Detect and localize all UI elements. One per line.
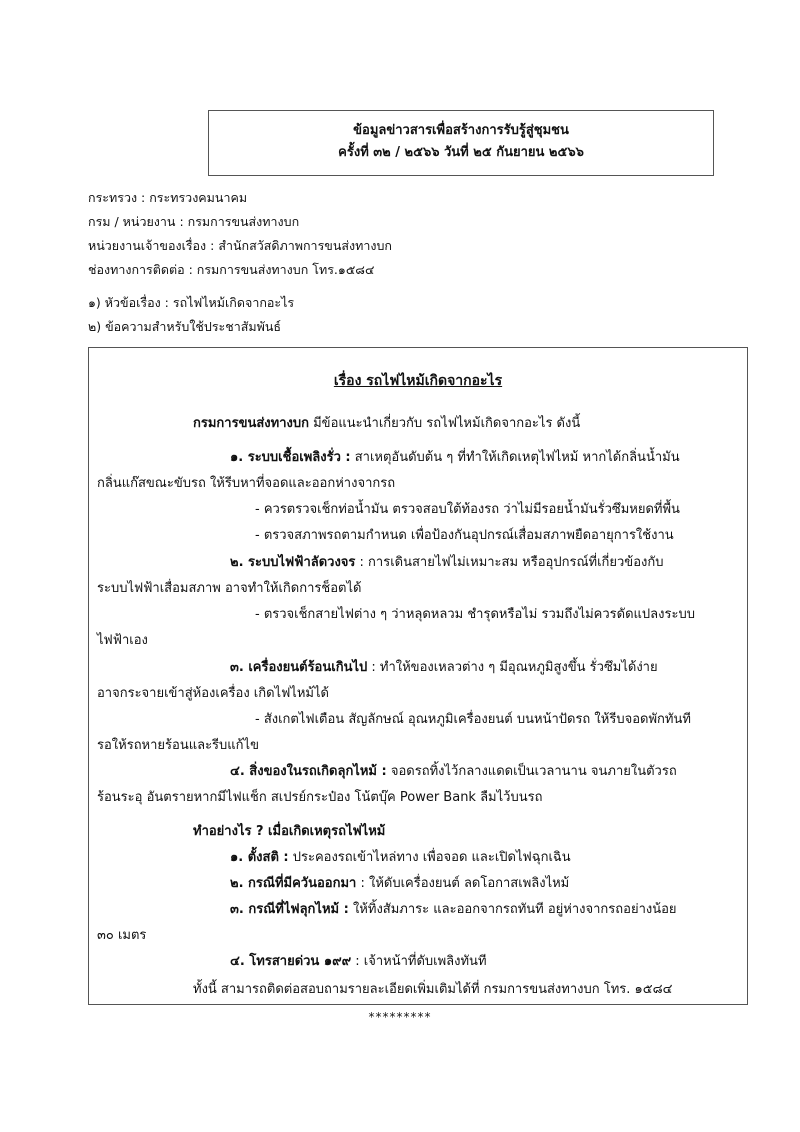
step-2-title: ๒. กรณีที่มีควันออกมา [230, 876, 357, 891]
cause-2-text: : การเดินสายไฟไม่เหมาะสม หรืออุปกรณ์ที่เกี่ยวข้องกับ [355, 555, 664, 570]
cause-3 [230, 656, 658, 677]
cause-1 [230, 446, 680, 467]
topic-line: ๑) หัวข้อเรื่อง : รถไฟไหม้เกิดจากอะไร [88, 295, 295, 310]
cause-1-text: สาเหตุอันดับต้น ๆ ที่ทำให้เกิดเหตุไฟไหม้ หากได้กลิ่นน้ำมัน [350, 450, 680, 465]
end-stars: ********* [368, 1010, 432, 1024]
cause-2-cont: ระบบไฟฟ้าเสื่อมสภาพ อาจทำให้เกิดการช็อตได้ [97, 581, 362, 596]
cause-1-cont: กลิ่นแก๊สขณะขับรถ ให้รีบหาที่จอดและออกห่างจากรถ [97, 476, 396, 491]
cause-2-bullet-1: - ตรวจเช็กสายไฟต่าง ๆ ว่าหลุดหลวม ชำรุดหรือไม่ รวมถึงไม่ควรดัดแปลงระบบ [255, 607, 695, 622]
cause-3-bullet-1-cont: รอให้รถหายร้อนและรีบแก้ไข [97, 738, 259, 753]
content-box [88, 347, 748, 1005]
content-heading: เรื่อง รถไฟไหม้เกิดจากอะไร [333, 373, 503, 389]
step-4-title: ๔. โทรสายด่วน ๑๙๙ [230, 954, 352, 969]
intro-bold: กรมการขนส่งทางบก [193, 416, 309, 431]
owner-unit-line: หน่วยงานเจ้าของเรื่อง : สำนักสวัสดิภาพการขนส่งทางบก [88, 238, 392, 253]
cause-3-cont: อาจกระจายเข้าสู่ห้องเครื่อง เกิดไฟไหม้ได้ [97, 686, 329, 701]
step-4 [230, 950, 487, 971]
pr-text-line: ๒) ข้อความสำหรับใช้ประชาสัมพันธ์ [88, 319, 282, 334]
intro-text: มีข้อแนะนำเกี่ยวกับ รถไฟไหม้เกิดจากอะไร ดังนี้ [308, 416, 581, 431]
cause-4-title: ๔. สิ่งของในรถเกิดลุกไหม้ : [230, 764, 387, 779]
cause-4-text: จอดรถทิ้งไว้กลางแดดเป็นเวลานาน จนภายในตัวรถ [386, 764, 677, 779]
intro-line [193, 412, 580, 433]
cause-3-bullet-1: - สังเกตไฟเตือน สัญลักษณ์ อุณหภูมิเครื่องยนต์ บนหน้าปัดรถ ให้รีบจอดพักทันที [255, 712, 691, 727]
cause-2-bullet-1-cont: ไฟฟ้าเอง [97, 633, 148, 648]
cause-4 [230, 760, 677, 781]
ministry-line: กระทรวง : กระทรวงคมนาคม [88, 190, 248, 205]
what-to-do-heading [193, 820, 385, 841]
step-3-text: ให้ทิ้งสัมภาระ และออกจากรถทันที อยู่ห่างจากรถอย่างน้อย [348, 902, 677, 917]
cause-3-text: : ทำให้ของเหลวต่าง ๆ มีอุณหภูมิสูงขึ้น รั่วซึมได้ง่าย [367, 660, 658, 675]
step-3 [230, 898, 677, 919]
department-line: กรม / หน่วยงาน : กรมการขนส่งทางบก [88, 214, 300, 229]
cause-1-bullet-2: - ตรวจสภาพรถตามกำหนด เพื่อป้องกันอุปกรณ์เสื่อมสภาพยืดอายุการใช้งาน [255, 528, 674, 543]
step-3-title: ๓. กรณีที่ไฟลุกไหม้ : [230, 902, 349, 917]
step-2 [230, 872, 569, 893]
step-3-cont: ๓๐ เมตร [97, 928, 147, 943]
document-title-box [208, 110, 714, 176]
contact-line: ช่องทางการติดต่อ : กรมการขนส่งทางบก โทร.๑๕๘๔ [88, 262, 375, 277]
step-1-title: ๑. ตั้งสติ : [230, 850, 289, 865]
cause-3-title: ๓. เครื่องยนต์ร้อนเกินไป [230, 660, 368, 675]
cause-2 [230, 551, 663, 572]
cause-2-title: ๒. ระบบไฟฟ้าลัดวงจร [230, 555, 356, 570]
step-4-text: : เจ้าหน้าที่ดับเพลิงทันที [351, 954, 487, 969]
step-1 [230, 846, 571, 867]
closing-line: ทั้งนี้ สามารถติดต่อสอบถามรายละเอียดเพิ่มเติมได้ที่ กรมการขนส่งทางบก โทร. ๑๕๘๔ [193, 982, 673, 997]
what-to-do-text: ทำอย่างไร ? เมื่อเกิดเหตุรถไฟไหม้ [193, 824, 386, 839]
cause-1-title: ๑. ระบบเชื้อเพลิงรั่ว : [230, 450, 351, 465]
issue-info: ครั้งที่ ๓๒ / ๒๕๖๖ วันที่ ๒๕ กันยายน ๒๕๖๖ [338, 145, 584, 160]
step-2-text: : ให้ดับเครื่องยนต์ ลดโอกาสเพลิงไหม้ [356, 876, 570, 891]
cause-4-cont: ร้อนระอุ อันตรายหากมีไฟแช็ก สเปรย์กระป๋อง โน้ตบุ๊ค Power Bank ลืมไว้บนรถ [97, 790, 543, 805]
document-title: ข้อมูลข่าวสารเพื่อสร้างการรับรู้สู่ชุมชน [353, 123, 569, 138]
step-1-text: ประคองรถเข้าไหล่ทาง เพื่อจอด และเปิดไฟฉุกเฉิน [288, 850, 571, 865]
cause-1-bullet-1: - ควรตรวจเช็กท่อน้ำมัน ตรวจสอบใต้ท้องรถ ว่าไม่มีรอยน้ำมันรั่วซึมหยดที่พื้น [255, 502, 680, 517]
